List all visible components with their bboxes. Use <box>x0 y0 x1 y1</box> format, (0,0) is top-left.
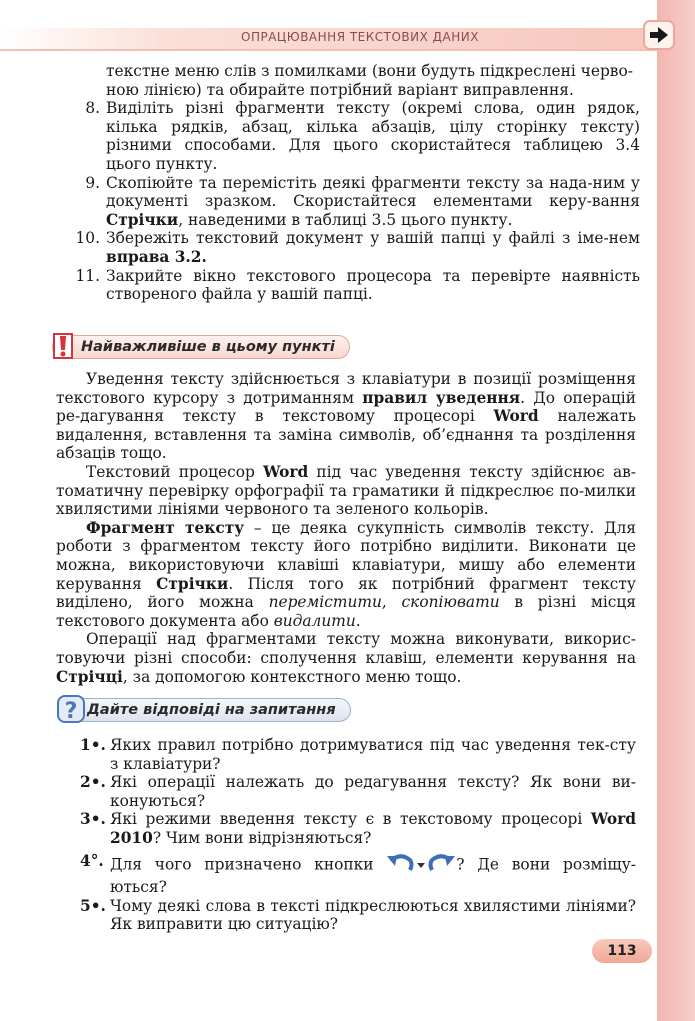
list-item <box>30 229 640 266</box>
text-run: ? Чим вони відрізняються? <box>152 828 372 847</box>
questions-banner <box>58 696 351 724</box>
step-text: Виділіть різні фрагменти тексту (окремі слова, один рядок, кілька рядків, абзац, кілька абзаців, цілу сторінку тексту) різними способами. Для цього скористайтеся таблицею 3.4 цього пункту. <box>106 99 640 173</box>
list-item <box>30 174 640 230</box>
step-text: Закрийте вікно текстового процесора та перевірте наявність створеного файла у вашій папці. <box>106 266 640 304</box>
italic-term: перемістити <box>268 593 382 612</box>
text-run: під час уведення тексту здійснює ав-томатичну перевірку орфографії та граматики й підкреслює по-милки хвилястими лініями червоного та зеленого кольорів. <box>56 462 636 519</box>
step-bold-term: Стрічки <box>106 210 179 229</box>
summary-text <box>56 370 636 686</box>
step-text-part: Скопіюйте та перемістіть деякі фрагменти тексту за нада-ним у документі зразком. Скористайтеся елементами керу-вання <box>106 173 640 211</box>
questions-title: Дайте відповіді на запитання <box>58 698 351 722</box>
question-text: Які операції належать до редагування тексту? Як вони ви-конуються? <box>110 773 636 810</box>
step-continuation-line: ною лінією) та обирайте потрібний варіант виправлення. <box>106 80 574 99</box>
text-run: Для чого призначено кнопки <box>110 854 387 873</box>
question-number: 5•. <box>80 896 106 915</box>
italic-term: скопіювати <box>401 593 500 612</box>
bold-term: правил уведення <box>362 388 521 407</box>
step-bold-term: вправа 3.2. <box>106 247 207 266</box>
step-number: 10. <box>75 229 100 248</box>
text-run: . <box>355 611 361 630</box>
step-number: 11. <box>75 266 100 285</box>
step-text <box>106 174 640 230</box>
bold-term: Фрагмент тексту <box>86 518 245 537</box>
summary-paragraph <box>56 519 636 631</box>
exclamation-icon <box>50 330 82 362</box>
step-continuation <box>30 62 640 99</box>
question-text <box>110 852 636 897</box>
question-icon <box>56 694 88 726</box>
important-banner <box>52 333 350 361</box>
undo-icon <box>386 852 416 879</box>
step-number: 8. <box>85 99 100 118</box>
next-arrow-icon[interactable] <box>643 20 675 50</box>
page-side-band <box>657 0 695 1021</box>
question-number: 2•. <box>80 773 106 792</box>
question-number: 4°. <box>80 851 104 870</box>
text-run: . Після того як потрібний фрагмент тексту виділено, його можна <box>56 574 636 612</box>
bold-term: Стрічки <box>156 574 229 593</box>
chapter-title: ОПРАЦЮВАННЯ ТЕКСТОВИХ ДАНИХ <box>241 30 479 44</box>
text-run: Текстовий процесор <box>86 462 264 481</box>
list-item <box>80 736 636 773</box>
redo-icon <box>426 852 456 879</box>
question-number: 1•. <box>80 736 106 754</box>
text-run: в різні місця текстового документа або <box>56 593 637 630</box>
list-item <box>80 852 636 897</box>
text-run: ? Де вони розміщу-ються? <box>110 854 636 897</box>
bold-term: Word <box>493 407 539 426</box>
text-run: , за допомогою контекстного меню тощо. <box>122 667 462 686</box>
step-number: 9. <box>85 173 100 192</box>
bold-term: Word 2010 <box>110 810 636 847</box>
header-divider <box>0 49 657 51</box>
list-item <box>30 99 640 173</box>
important-title: Найважливіше в цьому пункті <box>52 335 350 359</box>
list-item <box>30 267 640 304</box>
text-run: Уведення тексту здійснюється з клавіатури в позиції розміщення текстового курсору з дотриманням <box>56 370 636 407</box>
text-run: , <box>381 593 402 612</box>
bold-term: Word <box>263 462 309 481</box>
summary-paragraph <box>56 630 636 686</box>
list-item <box>80 897 636 934</box>
step-text <box>106 229 640 266</box>
italic-term: видалити <box>273 611 356 630</box>
text-run: Які режими введення тексту є в текстовому процесорі <box>110 810 591 829</box>
text-run: . До операцій ре-дагування тексту в текстовому процесорі <box>56 388 636 426</box>
text-run: належать видалення, вставлення та заміна символів, об’єднання та розділення абзаців тощо. <box>56 407 636 463</box>
text-run: – це деяка сукупність символів тексту. Для роботи з фрагментом тексту його потрібно виділити. Виконати це можна, використовуючи клавіші клавіатури, мишу або елементи керування <box>56 518 636 593</box>
step-text-part: , наведеними в таблиці 3.5 цього пункту. <box>178 210 513 229</box>
step-text-part: Збережіть текстовий документ у вашій папці у файлі з іме-нем <box>106 229 640 248</box>
question-text <box>110 810 636 847</box>
text-run: Операції над фрагментами тексту можна виконувати, викорис-товуючи різні способи: сполучення клавіш, елементи керування на <box>56 630 636 667</box>
summary-paragraph <box>56 370 636 463</box>
questions-list <box>80 736 636 934</box>
list-item <box>80 810 636 847</box>
question-text: Чому деякі слова в тексті підкреслюються хвилястими лініями? Як виправити цю ситуацію? <box>110 896 636 934</box>
svg-text:?: ? <box>64 699 78 724</box>
question-text: Яких правил потрібно дотримуватися під час уведення тек-сту з клавіатури? <box>110 736 636 773</box>
list-item <box>80 773 636 810</box>
page-number: 113 <box>592 939 652 963</box>
bold-term: Стрічці <box>56 667 123 686</box>
step-continuation-line: текстне меню слів з помилками (вони будуть підкреслені черво- <box>106 62 633 80</box>
steps-list <box>30 62 640 304</box>
question-number: 3•. <box>80 810 106 829</box>
summary-paragraph <box>56 463 636 519</box>
chevron-down-icon <box>416 856 426 875</box>
